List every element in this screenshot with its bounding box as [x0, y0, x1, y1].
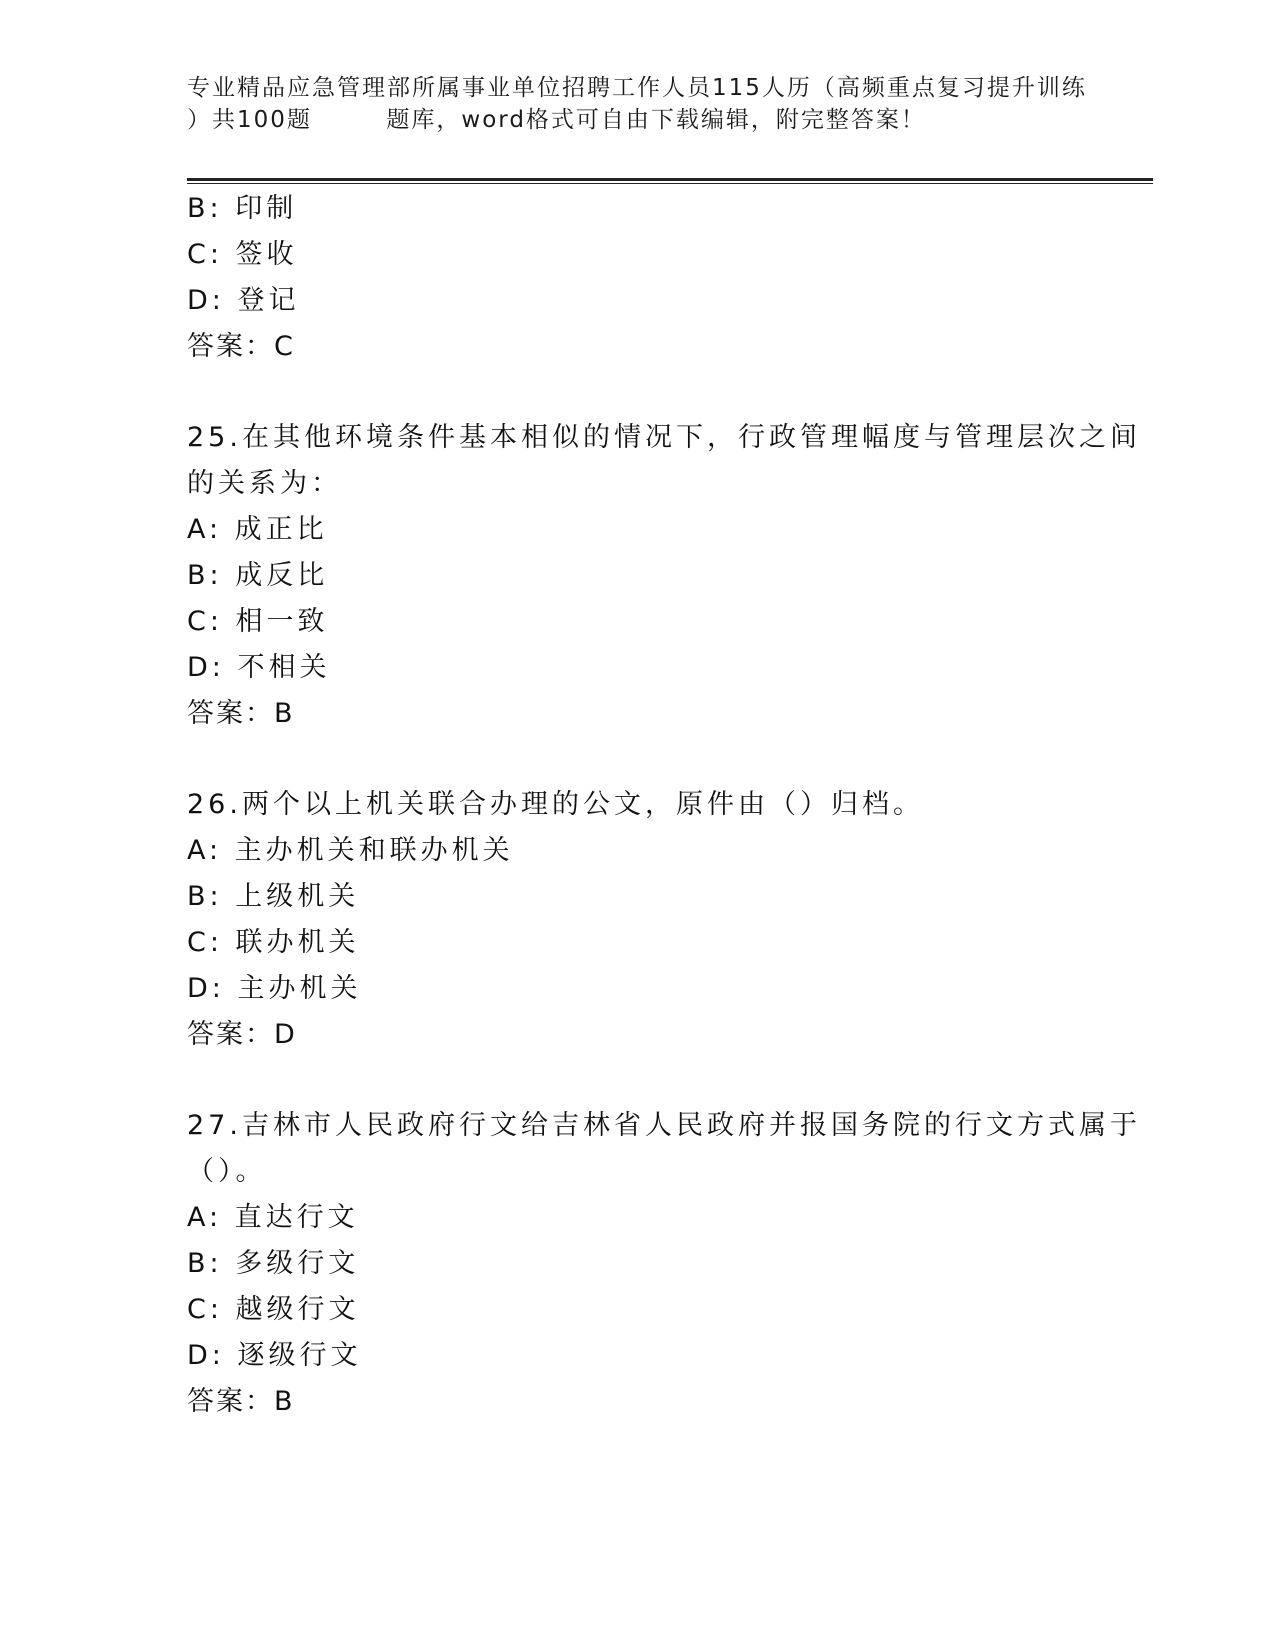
- question-text-continued: 的关系为：: [187, 468, 342, 499]
- option-c: C: 签收: [187, 239, 298, 270]
- question-block-continued: [187, 186, 1117, 370]
- question-text-continued: （）。: [187, 1156, 267, 1187]
- option-d: D: 逐级行文: [187, 1340, 362, 1371]
- option-b: B: 多级行文: [187, 1248, 360, 1279]
- option-d: D: 登记: [187, 285, 300, 316]
- answer-line: 答案：D: [187, 1019, 297, 1050]
- option-b: B: 成反比: [187, 560, 329, 591]
- header-divider-thin: [187, 183, 1153, 184]
- answer-line: 答案：B: [187, 1386, 295, 1417]
- question-block-25: [187, 415, 1141, 737]
- option-b: B: 上级机关: [187, 881, 360, 912]
- option-c: C: 越级行文: [187, 1294, 360, 1325]
- question-text: 27.吉林市人民政府行文给吉林省人民政府并报国务院的行文方式属于: [187, 1110, 1141, 1141]
- option-a: A: 成正比: [187, 514, 328, 545]
- question-block-27: [187, 1103, 1141, 1425]
- header-divider-thick: [187, 178, 1153, 181]
- header-title-line-2: ）共100题 题库，word格式可自由下载编辑，附完整答案！: [187, 107, 926, 133]
- question-content: [187, 186, 1141, 1425]
- answer-line: 答案：B: [187, 698, 295, 729]
- question-block-26: [187, 782, 1117, 1058]
- page-header: [187, 72, 1087, 136]
- option-c: C: 相一致: [187, 606, 329, 637]
- header-title-line-1: 专业精品应急管理部所属事业单位招聘工作人员115人历（高频重点复习提升训练: [187, 75, 1087, 101]
- option-d: D: 不相关: [187, 652, 331, 683]
- option-a: A: 直达行文: [187, 1202, 359, 1233]
- option-d: D: 主办机关: [187, 973, 362, 1004]
- question-text: 25.在其他环境条件基本相似的情况下，行政管理幅度与管理层次之间: [187, 422, 1141, 453]
- option-c: C: 联办机关: [187, 927, 360, 958]
- option-a: A: 主办机关和联办机关: [187, 835, 514, 866]
- question-text: 26.两个以上机关联合办理的公文，原件由（）归档。: [187, 789, 924, 820]
- answer-line: 答案：C: [187, 331, 295, 362]
- option-b: B: 印制: [187, 193, 298, 224]
